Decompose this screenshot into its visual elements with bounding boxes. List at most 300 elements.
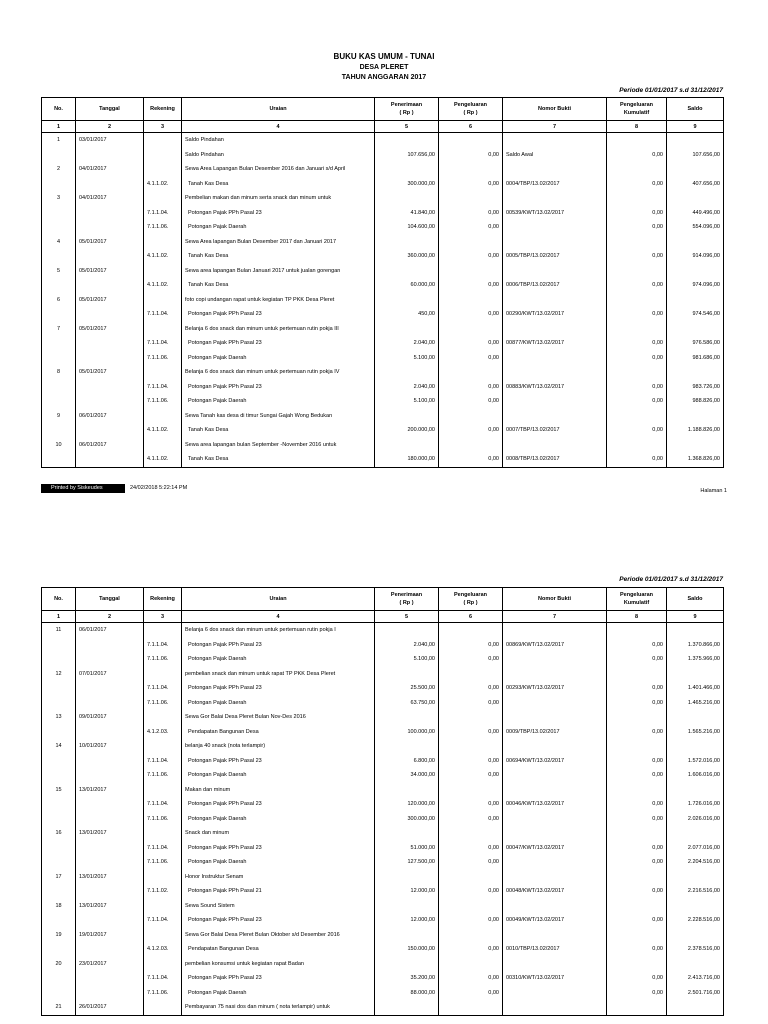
row-balance: 449.496,00: [667, 206, 724, 221]
row-expense: 0,00: [439, 220, 503, 235]
row-description: Potongan Pajak Daerah: [182, 768, 375, 783]
row-receipt: [375, 365, 439, 380]
table-row: [42, 913, 724, 928]
row-voucher: 00293/KWT/13.02/2017: [503, 681, 607, 696]
row-number: [42, 725, 76, 740]
row-account: 7.1.1.06.: [144, 652, 182, 667]
row-balance: 983.726,00: [667, 380, 724, 395]
row-number: 8: [42, 365, 76, 380]
row-account: 7.1.1.06.: [144, 696, 182, 711]
table-row: [42, 1000, 724, 1015]
row-number: 16: [42, 826, 76, 841]
row-date: 06/01/2017: [76, 438, 144, 453]
row-balance: [667, 710, 724, 725]
row-cumulative: 0,00: [607, 884, 667, 899]
row-balance: [667, 623, 724, 638]
row-account: 7.1.1.06.: [144, 220, 182, 235]
col-index-8: 8: [607, 611, 667, 623]
row-receipt: [375, 322, 439, 337]
row-account: 7.1.1.06.: [144, 855, 182, 870]
row-receipt: [375, 667, 439, 682]
row-expense: 0,00: [439, 971, 503, 986]
row-balance: 407.656,00: [667, 177, 724, 192]
row-account: [144, 623, 182, 638]
table-row: [42, 380, 724, 395]
row-expense: 0,00: [439, 249, 503, 264]
row-cumulative: 0,00: [607, 452, 667, 467]
col-index-6: 6: [439, 121, 503, 133]
col-index-9: 9: [667, 121, 724, 133]
row-receipt: 5.100,00: [375, 652, 439, 667]
row-date: [76, 249, 144, 264]
ledger-body-page-2: [42, 623, 724, 1016]
row-number: [42, 696, 76, 711]
row-voucher: [503, 855, 607, 870]
row-receipt: 450,00: [375, 307, 439, 322]
row-cumulative: 0,00: [607, 423, 667, 438]
row-receipt: 5.100,00: [375, 394, 439, 409]
col-kumulatif: Pengeluaran Kumulatif: [607, 588, 667, 611]
row-account: [144, 191, 182, 206]
row-cumulative: [607, 957, 667, 972]
row-balance: 981.686,00: [667, 351, 724, 366]
row-cumulative: 0,00: [607, 841, 667, 856]
row-description: Potongan Pajak PPh Pasal 23: [182, 797, 375, 812]
row-account: [144, 957, 182, 972]
row-account: [144, 235, 182, 250]
row-number: 6: [42, 293, 76, 308]
row-cumulative: 0,00: [607, 380, 667, 395]
row-cumulative: [607, 623, 667, 638]
row-receipt: 107.656,00: [375, 148, 439, 163]
row-number: 18: [42, 899, 76, 914]
row-voucher: 00046/KWT/13.02/2017: [503, 797, 607, 812]
col-index-6: 6: [439, 611, 503, 623]
row-voucher: [503, 899, 607, 914]
row-voucher: 00539/KWT/13.02/2017: [503, 206, 607, 221]
row-number: [42, 812, 76, 827]
row-voucher: [503, 1000, 607, 1015]
row-receipt: 60.000,00: [375, 278, 439, 293]
row-expense: 0,00: [439, 380, 503, 395]
row-cumulative: [607, 264, 667, 279]
row-cumulative: 0,00: [607, 797, 667, 812]
row-description: Tanah Kas Desa: [182, 423, 375, 438]
row-date: 10/01/2017: [76, 739, 144, 754]
row-voucher: 0010/TBP/13.02/2017: [503, 942, 607, 957]
row-balance: [667, 438, 724, 453]
table-row: [42, 841, 724, 856]
row-expense: 0,00: [439, 652, 503, 667]
row-expense: 0,00: [439, 336, 503, 351]
row-date: 07/01/2017: [76, 667, 144, 682]
row-balance: 1.401.466,00: [667, 681, 724, 696]
row-date: [76, 754, 144, 769]
row-balance: 2.204.516,00: [667, 855, 724, 870]
row-account: 7.1.1.04.: [144, 797, 182, 812]
row-balance: 1.572.016,00: [667, 754, 724, 769]
row-description: Tanah Kas Desa: [182, 452, 375, 467]
table-row: [42, 797, 724, 812]
row-expense: 0,00: [439, 206, 503, 221]
row-description: Pembelian makan dan minum serta snack dan minum untuk: [182, 191, 375, 206]
row-voucher: 0007/TBP/13.02/2017: [503, 423, 607, 438]
row-description: foto copi undangan rapat untuk kegiatan TP PKK Desa Pleret: [182, 293, 375, 308]
row-number: [42, 942, 76, 957]
row-expense: 0,00: [439, 638, 503, 653]
row-cumulative: [607, 162, 667, 177]
row-balance: 988.826,00: [667, 394, 724, 409]
row-expense: 0,00: [439, 452, 503, 467]
row-date: 23/01/2017: [76, 957, 144, 972]
row-account: [144, 783, 182, 798]
row-expense: 0,00: [439, 394, 503, 409]
row-receipt: [375, 264, 439, 279]
row-voucher: 0008/TBP/13.02/2017: [503, 452, 607, 467]
report-title: BUKU KAS UMUM - TUNAI: [333, 52, 435, 61]
row-balance: [667, 133, 724, 148]
row-number: 21: [42, 1000, 76, 1015]
col-index-1: 1: [42, 611, 76, 623]
table-row: [42, 884, 724, 899]
row-voucher: 00883/KWT/13.02/2017: [503, 380, 607, 395]
table-row: [42, 942, 724, 957]
row-balance: [667, 409, 724, 424]
row-account: [144, 739, 182, 754]
row-number: [42, 681, 76, 696]
table-row: [42, 293, 724, 308]
row-date: [76, 942, 144, 957]
row-date: 05/01/2017: [76, 235, 144, 250]
row-account: 7.1.1.06.: [144, 768, 182, 783]
col-index-5: 5: [375, 121, 439, 133]
row-balance: 2.413.716,00: [667, 971, 724, 986]
row-voucher: 00047/KWT/13.02/2017: [503, 841, 607, 856]
row-number: 7: [42, 322, 76, 337]
col-index-7: 7: [503, 611, 607, 623]
row-balance: [667, 899, 724, 914]
row-date: 09/01/2017: [76, 710, 144, 725]
row-account: [144, 870, 182, 885]
row-account: 7.1.1.02.: [144, 884, 182, 899]
row-cumulative: 0,00: [607, 652, 667, 667]
row-cumulative: [607, 1000, 667, 1015]
row-description: Sewa area lapangan bulan September -November 2016 untuk: [182, 438, 375, 453]
row-description: Tanah Kas Desa: [182, 249, 375, 264]
row-voucher: [503, 826, 607, 841]
row-number: 13: [42, 710, 76, 725]
row-date: [76, 638, 144, 653]
col-kumulatif: Pengeluaran Kumulatif: [607, 98, 667, 121]
row-expense: [439, 870, 503, 885]
table-row: [42, 177, 724, 192]
row-date: [76, 148, 144, 163]
row-cumulative: [607, 739, 667, 754]
row-expense: [439, 409, 503, 424]
row-number: [42, 652, 76, 667]
row-expense: [439, 293, 503, 308]
row-number: [42, 638, 76, 653]
row-account: [144, 322, 182, 337]
row-expense: [439, 739, 503, 754]
row-number: 2: [42, 162, 76, 177]
row-description: Potongan Pajak Daerah: [182, 696, 375, 711]
table-row: [42, 768, 724, 783]
report-desa: DESA PLERET: [359, 64, 409, 71]
row-receipt: 300.000,00: [375, 812, 439, 827]
row-description: Potongan Pajak Daerah: [182, 652, 375, 667]
row-voucher: [503, 986, 607, 1001]
row-account: 7.1.1.06.: [144, 394, 182, 409]
row-voucher: [503, 783, 607, 798]
row-receipt: [375, 826, 439, 841]
row-account: 4.1.2.03.: [144, 725, 182, 740]
row-date: [76, 177, 144, 192]
row-expense: 0,00: [439, 942, 503, 957]
row-voucher: [503, 235, 607, 250]
row-balance: [667, 928, 724, 943]
row-description: Sewa Area lapangan Bulan Desember 2017 dan Januari 2017: [182, 235, 375, 250]
row-account: [144, 899, 182, 914]
row-description: Tanah Kas Desa: [182, 278, 375, 293]
col-nomor-bukti: Nomor Bukti: [503, 588, 607, 611]
col-index-4: 4: [182, 611, 375, 623]
row-voucher: [503, 220, 607, 235]
row-receipt: 360.000,00: [375, 249, 439, 264]
row-balance: 1.368.826,00: [667, 452, 724, 467]
row-balance: 2.228.516,00: [667, 913, 724, 928]
row-voucher: [503, 696, 607, 711]
row-balance: [667, 322, 724, 337]
row-voucher: [503, 710, 607, 725]
row-balance: [667, 870, 724, 885]
col-index-9: 9: [667, 611, 724, 623]
table-row: [42, 351, 724, 366]
row-receipt: [375, 899, 439, 914]
row-receipt: [375, 438, 439, 453]
table-row: [42, 133, 724, 148]
row-date: [76, 696, 144, 711]
row-account: [144, 409, 182, 424]
row-number: 20: [42, 957, 76, 972]
row-voucher: [503, 365, 607, 380]
row-cumulative: [607, 322, 667, 337]
row-balance: 974.546,00: [667, 307, 724, 322]
row-cumulative: [607, 870, 667, 885]
row-balance: [667, 957, 724, 972]
row-voucher: [503, 322, 607, 337]
row-account: [144, 1000, 182, 1015]
row-date: [76, 452, 144, 467]
row-balance: [667, 191, 724, 206]
row-expense: [439, 928, 503, 943]
row-receipt: [375, 191, 439, 206]
row-account: [144, 133, 182, 148]
row-date: [76, 768, 144, 783]
row-receipt: [375, 1000, 439, 1015]
row-balance: 554.096,00: [667, 220, 724, 235]
row-receipt: [375, 409, 439, 424]
table-row: [42, 826, 724, 841]
row-date: 05/01/2017: [76, 322, 144, 337]
row-cumulative: 0,00: [607, 768, 667, 783]
row-expense: 0,00: [439, 841, 503, 856]
table-row: [42, 307, 724, 322]
row-number: [42, 148, 76, 163]
table-row: [42, 409, 724, 424]
row-date: 13/01/2017: [76, 826, 144, 841]
row-account: [144, 667, 182, 682]
row-cumulative: [607, 293, 667, 308]
row-voucher: 00877/KWT/13.02/2017: [503, 336, 607, 351]
table-row: [42, 264, 724, 279]
row-account: 7.1.1.04.: [144, 971, 182, 986]
row-voucher: Saldo Awal: [503, 148, 607, 163]
row-voucher: [503, 667, 607, 682]
row-voucher: [503, 739, 607, 754]
row-cumulative: 0,00: [607, 754, 667, 769]
col-tanggal: Tanggal: [76, 98, 144, 121]
row-description: Tanah Kas Desa: [182, 177, 375, 192]
row-cumulative: [607, 783, 667, 798]
table-row: [42, 336, 724, 351]
row-receipt: [375, 870, 439, 885]
row-account: 7.1.1.06.: [144, 986, 182, 1001]
row-expense: 0,00: [439, 725, 503, 740]
row-description: Sewa Area Lapangan Bulan Desember 2016 dan Januari s/d April: [182, 162, 375, 177]
row-receipt: 180.000,00: [375, 452, 439, 467]
row-balance: [667, 667, 724, 682]
row-balance: 2.216.516,00: [667, 884, 724, 899]
row-date: [76, 913, 144, 928]
report-year: TAHUN ANGGARAN 2017: [341, 74, 427, 81]
row-cumulative: [607, 438, 667, 453]
row-number: 3: [42, 191, 76, 206]
row-date: [76, 206, 144, 221]
row-cumulative: [607, 365, 667, 380]
row-account: 4.1.1.02.: [144, 423, 182, 438]
table-row: [42, 739, 724, 754]
row-balance: [667, 264, 724, 279]
row-number: [42, 336, 76, 351]
page-number: Halaman 1: [700, 488, 727, 494]
row-description: Potongan Pajak PPh Pasal 23: [182, 681, 375, 696]
row-expense: 0,00: [439, 884, 503, 899]
row-receipt: 88.000,00: [375, 986, 439, 1001]
table-row: [42, 162, 724, 177]
row-balance: [667, 293, 724, 308]
table-row: [42, 870, 724, 885]
row-expense: [439, 710, 503, 725]
table-row: [42, 855, 724, 870]
table-row: [42, 638, 724, 653]
row-number: 14: [42, 739, 76, 754]
row-receipt: 300.000,00: [375, 177, 439, 192]
row-expense: [439, 667, 503, 682]
row-number: [42, 884, 76, 899]
row-expense: 0,00: [439, 148, 503, 163]
col-pengeluaran: Pengeluaran ( Rp ): [439, 98, 503, 121]
row-cumulative: 0,00: [607, 394, 667, 409]
table-row: [42, 710, 724, 725]
row-cumulative: 0,00: [607, 177, 667, 192]
table-row: [42, 452, 724, 467]
row-balance: 1.370.866,00: [667, 638, 724, 653]
row-receipt: 12.000,00: [375, 884, 439, 899]
table-row: [42, 783, 724, 798]
col-index-3: 3: [144, 611, 182, 623]
row-receipt: 120.000,00: [375, 797, 439, 812]
row-number: [42, 278, 76, 293]
row-expense: 0,00: [439, 177, 503, 192]
row-number: [42, 394, 76, 409]
ledger-body-page-1: [42, 133, 724, 468]
col-index-1: 1: [42, 121, 76, 133]
row-expense: [439, 162, 503, 177]
row-description: Potongan Pajak PPh Pasal 23: [182, 206, 375, 221]
row-number: [42, 986, 76, 1001]
col-uraian: Uraian: [182, 588, 375, 611]
row-voucher: [503, 957, 607, 972]
row-account: [144, 928, 182, 943]
row-description: Potongan Pajak PPh Pasal 23: [182, 971, 375, 986]
row-account: 7.1.1.04.: [144, 206, 182, 221]
row-account: [144, 293, 182, 308]
row-number: 5: [42, 264, 76, 279]
row-balance: [667, 783, 724, 798]
row-account: 7.1.1.06.: [144, 812, 182, 827]
row-account: 4.1.1.02.: [144, 278, 182, 293]
row-balance: 1.188.826,00: [667, 423, 724, 438]
col-index-8: 8: [607, 121, 667, 133]
col-nomor-bukti: Nomor Bukti: [503, 98, 607, 121]
table-row: [42, 696, 724, 711]
row-voucher: [503, 652, 607, 667]
row-description: Pendapatan Bangunan Desa: [182, 725, 375, 740]
row-description: Potongan Pajak Daerah: [182, 812, 375, 827]
row-expense: [439, 1000, 503, 1015]
table-row: [42, 928, 724, 943]
report-period: Periode 01/01/2017 s.d 31/12/2017: [619, 87, 723, 94]
row-number: [42, 177, 76, 192]
row-account: 7.1.1.04.: [144, 681, 182, 696]
row-date: 05/01/2017: [76, 293, 144, 308]
table-row: [42, 220, 724, 235]
row-voucher: [503, 351, 607, 366]
row-number: [42, 220, 76, 235]
row-expense: 0,00: [439, 855, 503, 870]
row-voucher: [503, 191, 607, 206]
row-account: 7.1.1.04.: [144, 638, 182, 653]
row-voucher: [503, 133, 607, 148]
row-account: [144, 438, 182, 453]
row-account: 7.1.1.04.: [144, 913, 182, 928]
row-receipt: [375, 623, 439, 638]
row-voucher: [503, 870, 607, 885]
row-number: [42, 768, 76, 783]
row-balance: [667, 235, 724, 250]
row-number: [42, 841, 76, 856]
row-receipt: 25.500,00: [375, 681, 439, 696]
printed-by-badge: Printed by Siskeudes: [41, 484, 125, 493]
row-description: Potongan Pajak PPh Pasal 23: [182, 841, 375, 856]
report-period-page-2: Periode 01/01/2017 s.d 31/12/2017: [619, 576, 723, 583]
row-date: [76, 681, 144, 696]
row-date: [76, 797, 144, 812]
row-date: [76, 884, 144, 899]
row-balance: 1.465.216,00: [667, 696, 724, 711]
row-date: [76, 652, 144, 667]
